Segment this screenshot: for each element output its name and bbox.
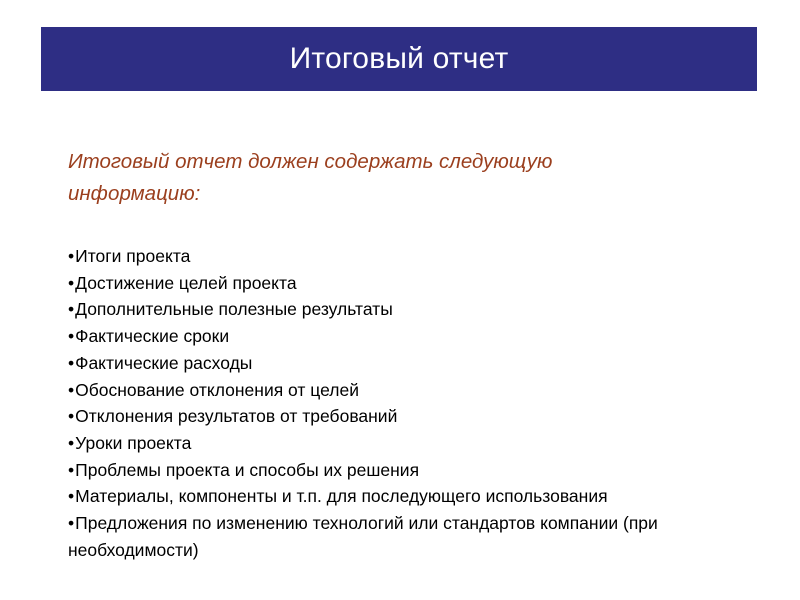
bullet-icon: • [68,379,75,400]
list-item [68,323,768,350]
list-item [68,403,768,430]
list-item-text: Материалы, компоненты и т.п. для последующего использования [75,486,608,507]
bullet-icon: • [68,246,75,266]
list-item-text: Итоги проекта [75,246,191,266]
list-item [68,430,768,457]
bullet-list [68,243,768,563]
list-item-text: Отклонения результатов от требований [75,406,398,427]
intro-line-2: информацию: [68,182,201,205]
list-item-text: Проблемы проекта и способы их решения [75,459,420,480]
list-item [68,483,768,510]
bullet-icon: • [68,299,75,320]
list-item [68,243,768,270]
intro-text [68,146,758,210]
list-item [68,510,768,563]
list-item-text: Фактические сроки [75,326,230,347]
list-item [68,457,768,484]
bullet-icon: • [68,459,75,480]
slide-title: Итоговый отчет [289,42,509,75]
list-item-text: Дополнительные полезные результаты [75,299,393,320]
list-item [68,296,768,323]
bullet-icon: • [68,326,75,347]
list-item-text: Обоснование отклонения от целей [75,379,359,400]
title-banner [41,27,757,91]
intro-line-1: Итоговый отчет должен содержать следующую [68,150,553,173]
list-item-text: Фактические расходы [75,352,253,373]
bullet-icon: • [68,272,75,293]
list-item-text: Уроки проекта [75,432,192,453]
list-item-text: Достижение целей проекта [75,272,297,293]
bullet-icon: • [68,352,75,373]
bullet-icon: • [68,486,75,507]
bullet-icon: • [68,406,75,427]
bullet-icon: • [68,513,75,534]
list-item [68,270,768,297]
bullet-icon: • [68,432,75,453]
list-item-text: Предложения по изменению технологий или стандартов компании (при необходимости) [68,513,658,560]
list-item [68,377,768,404]
list-item [68,350,768,377]
